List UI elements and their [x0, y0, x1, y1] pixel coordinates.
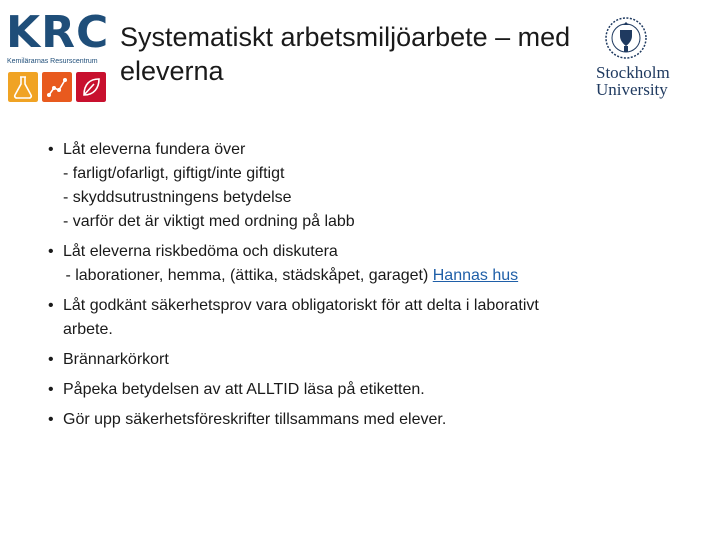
- bullet-list: [48, 138, 668, 438]
- flask-icon: [8, 72, 38, 102]
- krc-logo: [6, 7, 110, 102]
- bullet-item: • Gör upp säkerhetsföreskrifter tillsammans med elever.: [48, 408, 668, 432]
- krc-wordmark: KRC: [6, 7, 110, 58]
- sub-item: - skyddsutrustningens betydelse: [63, 189, 292, 206]
- molecule-icon: [42, 72, 72, 102]
- sub-item: - varför det är viktigt med ordning på labb: [63, 213, 355, 230]
- sub-item: - farligt/ofarligt, giftigt/inte giftigt: [63, 165, 285, 182]
- university-name: Stockholm University: [596, 63, 670, 99]
- sub-item: - laborationer, hemma, (ättika, städskåpet, garaget) Hannas hus: [61, 267, 519, 284]
- bullet-item: • Låt godkänt säkerhetsprov vara obligatoriskt för att delta i laborativt arbete.: [48, 294, 668, 342]
- hannas-hus-link[interactable]: Hannas hus: [432, 267, 519, 284]
- stockholm-university-logo: [592, 16, 688, 102]
- bullet-item: • Låt eleverna riskbedöma och diskutera - laborationer, hemma, (ättika, städskåpet, garaget) Hannas hus: [48, 240, 668, 288]
- krc-icon-row: [8, 72, 106, 102]
- bullet-item: • Brännarkörkort: [48, 348, 668, 372]
- bullet-item: • Påpeka betydelsen av att ALLTID läsa på etiketten.: [48, 378, 668, 402]
- bullet-item: • Låt eleverna fundera över - farligt/ofarligt, giftigt/inte giftigt - skyddsutrustningens betydelse - varför det är viktigt med ordning på labb: [48, 138, 668, 234]
- krc-subtitle: Kemilärarnas Resurscentrum: [7, 58, 98, 65]
- university-seal-icon: [604, 16, 648, 60]
- slide-title: Systematiskt arbetsmiljöarbete – med eleverna: [120, 22, 571, 86]
- leaf-icon: [76, 72, 106, 102]
